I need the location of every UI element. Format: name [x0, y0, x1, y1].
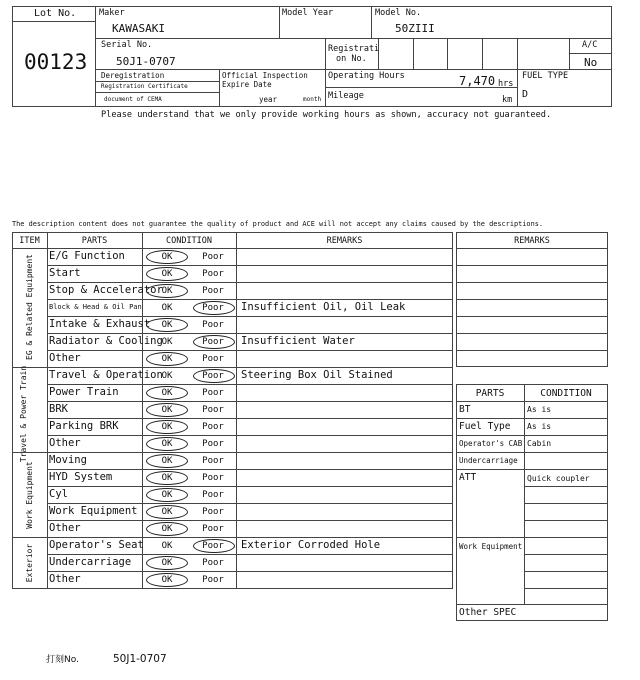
parts-row-part: BT: [459, 404, 471, 415]
group-label-work: Work Equipment: [25, 461, 34, 529]
row-divider: [47, 520, 453, 521]
row-remark: Exterior Corroded Hole: [241, 539, 381, 551]
condition-ok: OK: [161, 405, 173, 415]
condition-poor: Poor: [202, 490, 224, 500]
remarks-line: [456, 333, 608, 334]
serial-label: Serial No.: [101, 40, 153, 50]
description-disclaimer: The description content does not guarantee the quality of product and ACE will not accept any claims caused by the descriptions.: [12, 220, 544, 228]
condition-selected-oval: [193, 539, 235, 553]
row-divider: [47, 554, 453, 555]
lot-value: 00123: [24, 50, 88, 74]
row-remark: Insufficient Water: [241, 335, 355, 347]
condition-ok: OK: [161, 286, 173, 296]
condition-selected-oval: [146, 386, 188, 400]
divider: [524, 554, 608, 555]
condition-ok: OK: [161, 269, 173, 279]
condition-ok: OK: [161, 439, 173, 449]
row-part: Other: [49, 352, 81, 364]
parts-panel-condition-header: CONDITION: [540, 388, 592, 399]
condition-ok: OK: [161, 541, 173, 551]
row-part: Moving: [49, 454, 87, 466]
condition-ok: OK: [161, 388, 173, 398]
parts-divider: [456, 469, 608, 470]
work-equipment-label: Work Equipment: [459, 542, 523, 551]
remarks-line: [456, 248, 608, 249]
condition-selected-oval: [146, 250, 188, 264]
divider: [95, 69, 612, 70]
condition-ok: OK: [161, 371, 173, 381]
divider: [236, 232, 237, 589]
row-part: Start: [49, 267, 81, 279]
row-divider: [47, 418, 453, 419]
condition-poor: Poor: [202, 354, 224, 364]
remarks-line: [456, 299, 608, 300]
km-unit: km: [502, 95, 513, 105]
condition-selected-oval: [146, 505, 188, 519]
row-divider: [47, 282, 453, 283]
condition-selected-oval: [146, 352, 188, 366]
condition-poor: Poor: [202, 456, 224, 466]
col-condition: CONDITION: [165, 236, 213, 246]
condition-selected-oval: [193, 335, 235, 349]
condition-poor: Poor: [202, 473, 224, 483]
year-label: year: [259, 95, 278, 104]
cema-document-label: document of CEMA: [104, 96, 162, 103]
remarks-line: [456, 265, 608, 266]
row-part: Other: [49, 522, 81, 534]
condition-ok: OK: [161, 337, 173, 347]
divider: [95, 38, 612, 39]
model-no-label: Model No.: [375, 8, 422, 18]
remarks-line: [456, 282, 608, 283]
divider: [413, 38, 414, 69]
condition-ok: OK: [161, 524, 173, 534]
divider: [219, 69, 220, 107]
remarks-line: [456, 316, 608, 317]
divider: [517, 38, 518, 107]
row-part: Radiator & Cooling: [49, 335, 163, 347]
condition-selected-oval: [146, 403, 188, 417]
row-divider: [47, 265, 453, 266]
divider: [524, 384, 525, 537]
row-part: Cyl: [49, 488, 68, 500]
parts-row-condition: As is: [527, 405, 552, 414]
condition-poor: Poor: [202, 507, 224, 517]
parts-row-condition: As is: [527, 422, 552, 431]
condition-poor: Poor: [202, 252, 224, 262]
row-divider: [47, 299, 453, 300]
condition-selected-oval: [146, 420, 188, 434]
condition-ok: OK: [161, 575, 173, 585]
fuel-type-value: D: [522, 89, 529, 100]
condition-selected-oval: [146, 454, 188, 468]
expire-date-label: Expire Date: [222, 80, 272, 89]
condition-poor: Poor: [202, 558, 224, 568]
ac-value: No: [584, 56, 598, 69]
condition-selected-oval: [146, 284, 188, 298]
row-part: Intake & Exhaust: [49, 318, 151, 330]
condition-poor: Poor: [202, 439, 224, 449]
divider: [524, 588, 608, 589]
divider: [482, 38, 483, 69]
row-divider: [47, 367, 453, 368]
row-part: E/G Function: [49, 250, 125, 262]
parts-row-part: Fuel Type: [459, 421, 511, 432]
parts-row-part: Undercarriage: [459, 456, 518, 465]
parts-divider: [456, 418, 608, 419]
parts-divider: [524, 520, 608, 521]
row-divider: [47, 384, 453, 385]
condition-ok: OK: [161, 473, 173, 483]
divider: [95, 81, 219, 82]
condition-poor: Poor: [202, 524, 224, 534]
parts-divider: [456, 452, 608, 453]
stamp-value: 50J1-0707: [113, 653, 167, 665]
maker-label: Maker: [99, 8, 125, 18]
maker-value: KAWASAKI: [112, 22, 165, 35]
parts-divider: [524, 486, 608, 487]
parts-row-part: Operator's CAB: [459, 439, 523, 448]
condition-poor: Poor: [202, 422, 224, 432]
row-part: Other: [49, 437, 81, 449]
divider: [524, 571, 608, 572]
row-divider: [47, 350, 453, 351]
row-part: Parking BRK: [49, 420, 119, 432]
model-year-label: Model Year: [282, 8, 334, 18]
row-divider: [47, 537, 453, 538]
condition-ok: OK: [161, 456, 173, 466]
condition-selected-oval: [146, 471, 188, 485]
condition-poor: Poor: [202, 541, 224, 551]
condition-ok: OK: [161, 507, 173, 517]
condition-ok: OK: [161, 303, 173, 313]
registration-label: Registrati: [328, 44, 380, 54]
parts-divider: [524, 503, 608, 504]
condition-selected-oval: [146, 488, 188, 502]
operating-hours-value: 7,470: [459, 74, 496, 88]
condition-poor: Poor: [202, 303, 224, 313]
stamp-label: 打刻No.: [46, 655, 79, 665]
group-label-exterior: Exterior: [25, 543, 34, 583]
divider: [95, 92, 219, 93]
parts-row-condition: Quick coupler: [527, 474, 590, 483]
col-remarks: REMARKS: [326, 236, 363, 246]
row-part: Operator's Seat: [49, 539, 144, 551]
ac-label: A/C: [582, 40, 598, 50]
row-part: Stop & Accelerator: [49, 284, 163, 296]
remarks-line: [456, 350, 608, 351]
divider: [447, 38, 448, 69]
row-part: Other: [49, 573, 81, 585]
condition-selected-oval: [146, 573, 188, 587]
other-spec-label: Other SPEC: [459, 607, 517, 618]
condition-selected-oval: [193, 369, 235, 383]
condition-selected-oval: [146, 556, 188, 570]
operating-hours-label: Operating Hours: [328, 71, 405, 81]
condition-poor: Poor: [202, 405, 224, 415]
row-remark: Insufficient Oil, Oil Leak: [241, 301, 406, 313]
hrs-unit: hrs: [498, 79, 514, 89]
condition-ok: OK: [161, 558, 173, 568]
remarks-panel-title: REMARKS: [514, 236, 550, 246]
condition-ok: OK: [161, 490, 173, 500]
mileage-label: Mileage: [328, 91, 364, 101]
col-parts: PARTS: [81, 236, 108, 246]
divider: [371, 6, 372, 39]
row-divider: [47, 333, 453, 334]
condition-poor: Poor: [202, 286, 224, 296]
condition-selected-oval: [146, 437, 188, 451]
row-part: Work Equipment: [49, 505, 138, 517]
condition-ok: OK: [161, 320, 173, 330]
condition-poor: Poor: [202, 371, 224, 381]
divider: [47, 232, 48, 589]
row-part: Travel & Operation: [49, 369, 163, 381]
condition-ok: OK: [161, 422, 173, 432]
condition-selected-oval: [146, 522, 188, 536]
divider: [325, 38, 326, 107]
parts-divider: [456, 401, 608, 402]
divider: [569, 53, 612, 54]
parts-divider: [456, 435, 608, 436]
divider: [456, 537, 608, 538]
lot-label: Lot No.: [34, 8, 77, 19]
group-label-travel-text: Travel & Power Train: [19, 365, 28, 463]
condition-poor: Poor: [202, 269, 224, 279]
row-remark: Steering Box Oil Stained: [241, 369, 393, 381]
group-label-eg: EG & Related Equipment: [25, 254, 34, 360]
registration-certificate-label: Registration Certificate: [101, 83, 188, 90]
row-divider: [47, 571, 453, 572]
month-label: month: [303, 96, 322, 103]
row-divider: [47, 401, 453, 402]
row-divider: [47, 503, 453, 504]
condition-poor: Poor: [202, 388, 224, 398]
divider: [279, 6, 280, 39]
parts-row-condition: Cabin: [527, 439, 552, 448]
col-item: ITEM: [19, 236, 40, 246]
condition-selected-oval: [146, 267, 188, 281]
condition-poor: Poor: [202, 320, 224, 330]
condition-poor: Poor: [202, 337, 224, 347]
row-divider: [47, 316, 453, 317]
row-part: Block & Head & Oil Pan: [49, 303, 142, 311]
row-part: BRK: [49, 403, 68, 415]
serial-value: 50J1-0707: [116, 55, 176, 68]
registration-label-2: on No.: [336, 54, 367, 64]
parts-panel-parts-header: PARTS: [475, 388, 505, 399]
condition-ok: OK: [161, 354, 173, 364]
row-divider: [47, 486, 453, 487]
row-part: HYD System: [49, 471, 113, 483]
official-inspection-label: Official Inspection: [222, 71, 308, 80]
condition-selected-oval: [146, 318, 188, 332]
divider: [456, 604, 608, 605]
hours-disclaimer: Please understand that we only provide working hours as shown, accuracy not guaranteed.: [101, 110, 552, 120]
condition-poor: Poor: [202, 575, 224, 585]
row-divider: [47, 435, 453, 436]
row-part: Power Train: [49, 386, 119, 398]
divider: [12, 248, 453, 249]
condition-ok: OK: [161, 252, 173, 262]
parts-row-part: ATT: [459, 472, 477, 483]
fuel-type-label: FUEL TYPE: [522, 71, 569, 81]
row-part: Undercarriage: [49, 556, 132, 568]
model-no-value: 50ZIII: [395, 22, 435, 35]
row-divider: [47, 452, 453, 453]
deregistration-label: Deregistration: [101, 71, 165, 80]
condition-selected-oval: [193, 301, 235, 315]
row-divider: [47, 469, 453, 470]
divider: [12, 21, 95, 22]
